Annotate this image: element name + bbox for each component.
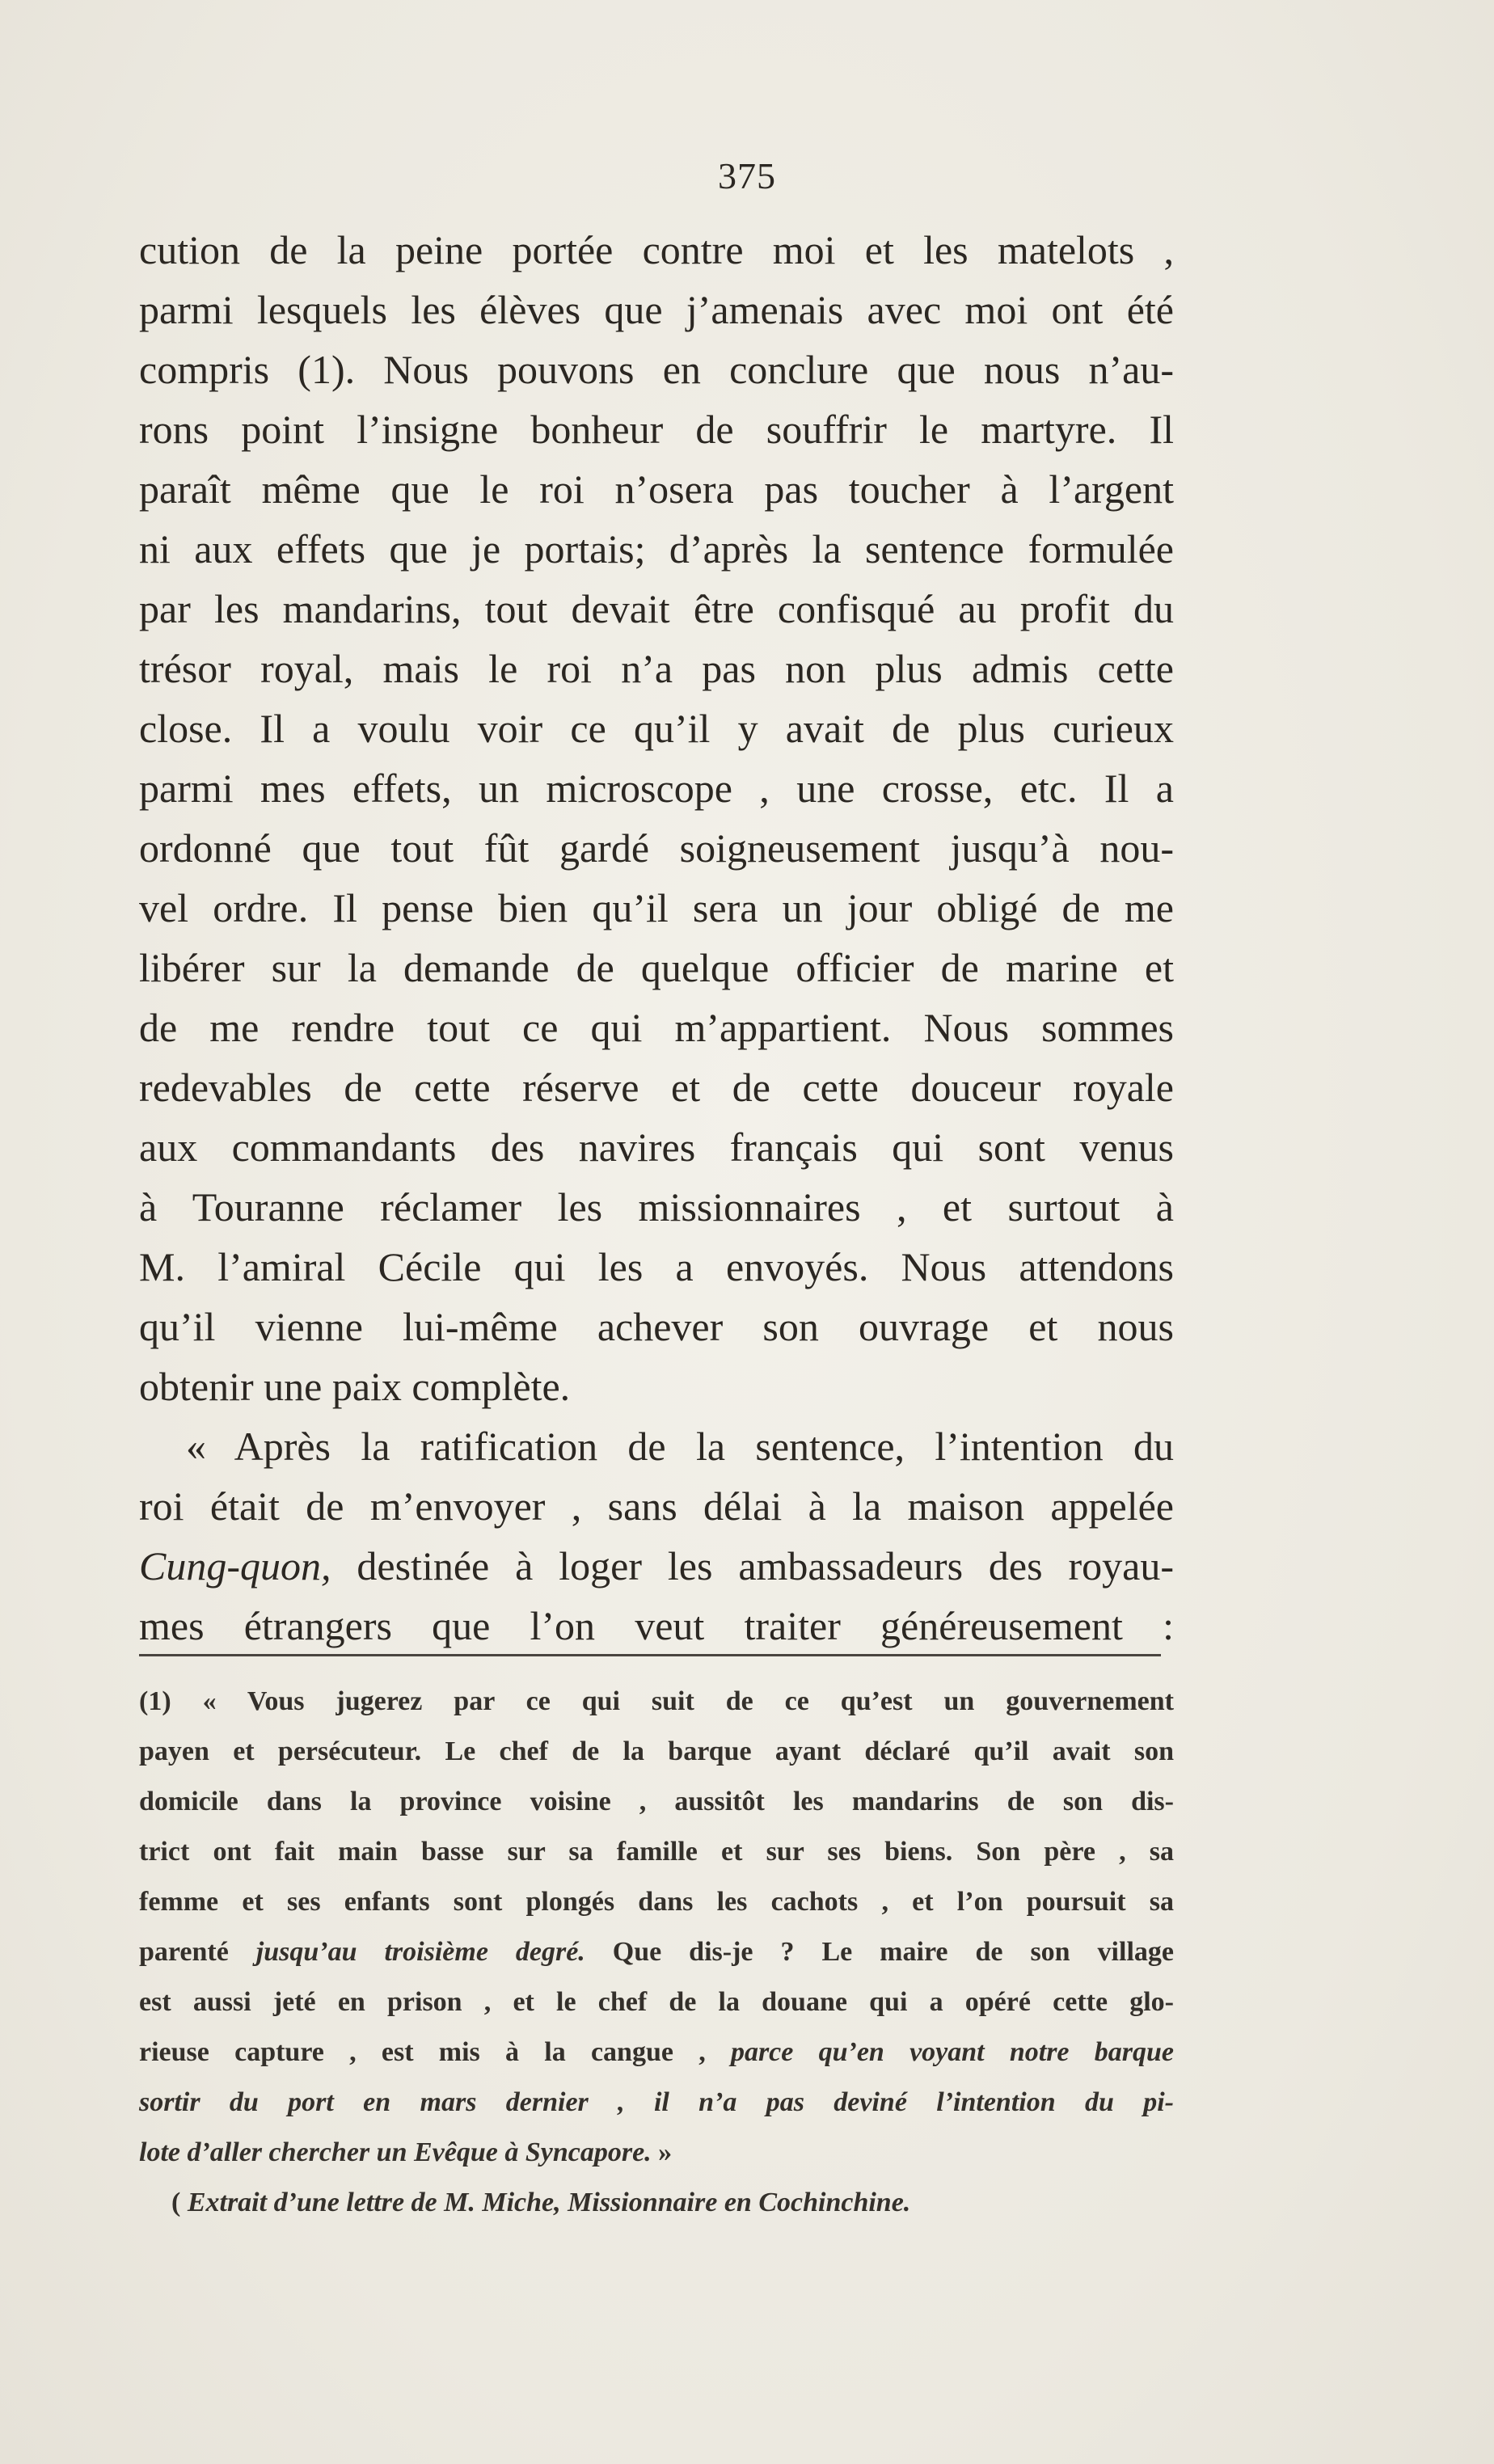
body-line-text: destinée à loger les ambassadeurs des royau- (331, 1543, 1174, 1589)
body-line: parmi mes effets, un microscope , une crosse, etc. Il a (139, 766, 1174, 811)
footnote-line (139, 1927, 1174, 1977)
body-line: close. Il a voulu voir ce qu’il y avait de plus curieux (139, 706, 1174, 751)
body-line: à Touranne réclamer les missionnaires , et surtout à (139, 1184, 1174, 1230)
body-line: de me rendre tout ce qui m’appartient. Nous sommes (139, 1005, 1174, 1050)
footnote-italic: Extrait d’une lettre de M. Miche, Missionnaire en Cochinchine. (187, 2188, 911, 2217)
body-line: ordonné que tout fût gardé soigneusement jusqu’à nou- (139, 825, 1174, 871)
footnote-line: domicile dans la province voisine , aussitôt les mandarins de son dis- (139, 1787, 1174, 1816)
body-line: mes étrangers que l’on veut traiter généreusement : (139, 1603, 1174, 1648)
footnote-line: payen et persécuteur. Le chef de la barque ayant déclaré qu’il avait son (139, 1736, 1174, 1766)
body-line: parmi lesquels les élèves que j’amenais avec moi ont été (139, 287, 1174, 332)
footnote-line (139, 2078, 1174, 2128)
body-line: par les mandarins, tout devait être confisqué au profit du (139, 586, 1174, 631)
body-line: aux commandants des navires français qui sont venus (139, 1124, 1174, 1170)
footnote-italic: jusqu’au troisième degré. (255, 1937, 585, 1967)
footnote-text: » (651, 2137, 673, 2167)
footnote-line (139, 2128, 1174, 2178)
body-line (139, 1536, 1174, 1596)
body-line: roi était de m’envoyer , sans délai à la maison appelée (139, 1483, 1174, 1529)
body-line: cution de la peine portée contre moi et les matelots , (139, 227, 1174, 272)
footnote-italic: parce qu’en voyant notre barque (730, 2037, 1174, 2067)
footnote-line: trict ont fait main basse sur sa famille et sur ses biens. Son père , sa (139, 1837, 1174, 1867)
body-line: obtenir une paix complète. (139, 1364, 571, 1409)
footnote-source (139, 2178, 1174, 2228)
cung-quon-term: Cung-quon, (139, 1543, 331, 1589)
body-line: redevables de cette réserve et de cette douceur royale (139, 1065, 1174, 1110)
body-line: trésor royal, mais le roi n’a pas non plus admis cette (139, 646, 1174, 691)
body-line: rons point l’insigne bonheur de souffrir le martyre. Il (139, 407, 1174, 452)
body-text (139, 220, 1174, 1656)
footnote-italic: lote d’aller chercher un Evêque à Syncapore. (139, 2137, 652, 2167)
body-line: vel ordre. Il pense bien qu’il sera un jour obligé de me (139, 885, 1174, 930)
body-line: ni aux effets que je portais; d’après la sentence formulée (139, 526, 1174, 572)
body-line: paraît même que le roi n’osera pas toucher à l’argent (139, 466, 1174, 512)
footnote-text: ( (171, 2188, 188, 2217)
footnote-line: est aussi jeté en prison , et le chef de la douane qui a opéré cette glo- (139, 1987, 1174, 2017)
body-line: M. l’amiral Cécile qui les a envoyés. Nous attendons (139, 1244, 1174, 1289)
footnote-divider (139, 1654, 1161, 1656)
body-line: qu’il vienne lui-même achever son ouvrage et nous (139, 1304, 1174, 1349)
footnote-line: femme et ses enfants sont plongés dans les cachots , et l’on poursuit sa (139, 1887, 1174, 1917)
footnote-text: Que dis-je ? Le maire de son village (585, 1937, 1174, 1967)
footnote-text: rieuse capture , est mis à la cangue , (139, 2037, 731, 2067)
footnote-line: (1) « Vous jugerez par ce qui suit de ce qu’est un gouvernement (139, 1686, 1174, 1716)
footnote (139, 1677, 1174, 2228)
body-line: « Après la ratification de la sentence, l’intention du (186, 1424, 1174, 1469)
footnote-line (139, 2027, 1174, 2078)
page-number: 375 (718, 155, 776, 196)
body-line: libérer sur la demande de quelque officier de marine et (139, 945, 1174, 990)
body-line: compris (1). Nous pouvons en conclure que nous n’au- (139, 347, 1174, 392)
footnote-italic: sortir du port en mars dernier , il n’a pas deviné l’intention du pi- (139, 2087, 1174, 2117)
footnote-text: parenté (139, 1937, 256, 1967)
